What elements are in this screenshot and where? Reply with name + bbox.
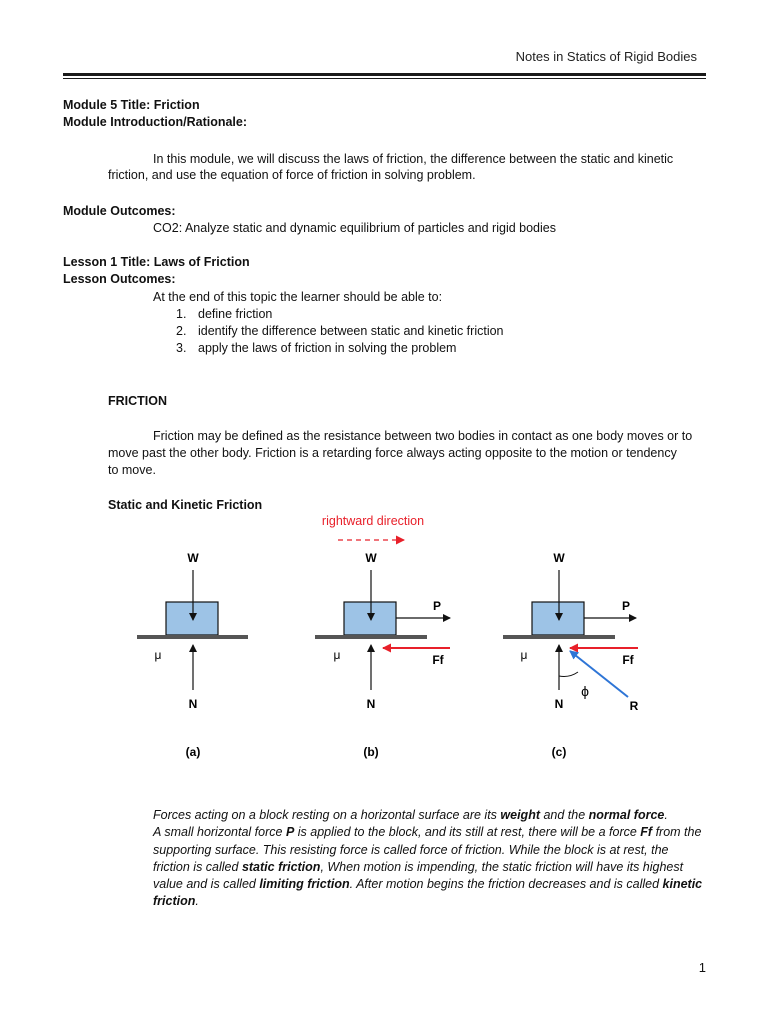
- page-number: 1: [698, 960, 706, 975]
- normal-label: N: [188, 697, 198, 711]
- list-item: 2. identify the difference between static and kinetic friction: [176, 324, 504, 338]
- normal-label: N: [554, 697, 564, 711]
- module-intro-heading: Module Introduction/Rationale:: [63, 115, 248, 129]
- r-label: R: [629, 699, 639, 713]
- p-label: P: [432, 599, 442, 613]
- weight-label: W: [553, 551, 565, 565]
- module-intro-line-2: friction, and use the equation of force of friction in solving problem.: [108, 168, 476, 182]
- static-kinetic-subheading: Static and Kinetic Friction: [108, 498, 263, 512]
- list-item: 3. apply the laws of friction in solving the problem: [176, 341, 457, 355]
- running-header: Notes in Statics of Rigid Bodies: [515, 49, 697, 64]
- p-label: P: [621, 599, 631, 613]
- rightward-direction-label: rightward direction: [321, 514, 425, 528]
- label-a: (a): [185, 745, 201, 759]
- friction-diagram: [0, 505, 768, 775]
- diagram-b: [315, 551, 450, 759]
- ff-label: Ff: [432, 653, 444, 667]
- ground-surface: [503, 635, 615, 639]
- list-item: 1. define friction: [176, 307, 273, 321]
- lesson-title: Lesson 1 Title: Laws of Friction: [63, 255, 250, 269]
- weight-label: W: [187, 551, 199, 565]
- module-outcome-co2: CO2: Analyze static and dynamic equilibrium of particles and rigid bodies: [153, 221, 556, 235]
- normal-label: N: [366, 697, 376, 711]
- friction-definition-line-1: Friction may be defined as the resistance between two bodies in contact as one body moves or to: [153, 429, 693, 443]
- lesson-outcomes-list: [176, 306, 504, 357]
- block: [344, 602, 396, 635]
- mu-label: μ: [520, 648, 528, 662]
- module-outcomes-heading: Module Outcomes:: [63, 204, 176, 218]
- friction-heading: FRICTION: [108, 394, 168, 408]
- weight-label: W: [365, 551, 377, 565]
- module-title: Module 5 Title: Friction: [63, 98, 200, 112]
- resultant-force-arrow: [570, 651, 628, 697]
- diagram-c: [503, 551, 639, 759]
- phi-label: ϕ: [581, 683, 589, 699]
- header-rule-top: [63, 73, 706, 76]
- block: [166, 602, 218, 635]
- phi-angle-arc: [559, 672, 578, 676]
- friction-definition-line-2: move past the other body. Friction is a retarding force always acting opposite to the motion or tendency: [108, 446, 677, 460]
- lesson-outcomes-heading: Lesson Outcomes:: [63, 272, 176, 286]
- label-c: (c): [551, 745, 567, 759]
- label-b: (b): [363, 745, 379, 759]
- module-intro-line-1: In this module, we will discuss the laws of friction, the difference between the static and kinetic: [153, 152, 674, 166]
- ground-surface: [315, 635, 427, 639]
- header-rule-bottom: [63, 78, 706, 79]
- friction-definition-line-3: to move.: [108, 463, 156, 477]
- mu-label: μ: [333, 648, 341, 662]
- diagram-a: [137, 551, 248, 759]
- lesson-outcomes-intro: At the end of this topic the learner should be able to:: [153, 290, 443, 304]
- ff-label: Ff: [622, 653, 634, 667]
- figure-caption: Forces acting on a block resting on a horizontal surface are its weight and the normal force. A small horizontal force P is applied to the block, and its still at rest, there will be a force Ff from the supporting surface. This resisting force is called force of friction. While the block is at rest, the friction is called static friction, When motion is impending, the static friction will have its highest value and is called limiting friction. After motion begins the friction decreases and is called kinetic friction.: [153, 808, 703, 909]
- mu-label: μ: [154, 648, 162, 662]
- block: [532, 602, 584, 635]
- ground-surface: [137, 635, 248, 639]
